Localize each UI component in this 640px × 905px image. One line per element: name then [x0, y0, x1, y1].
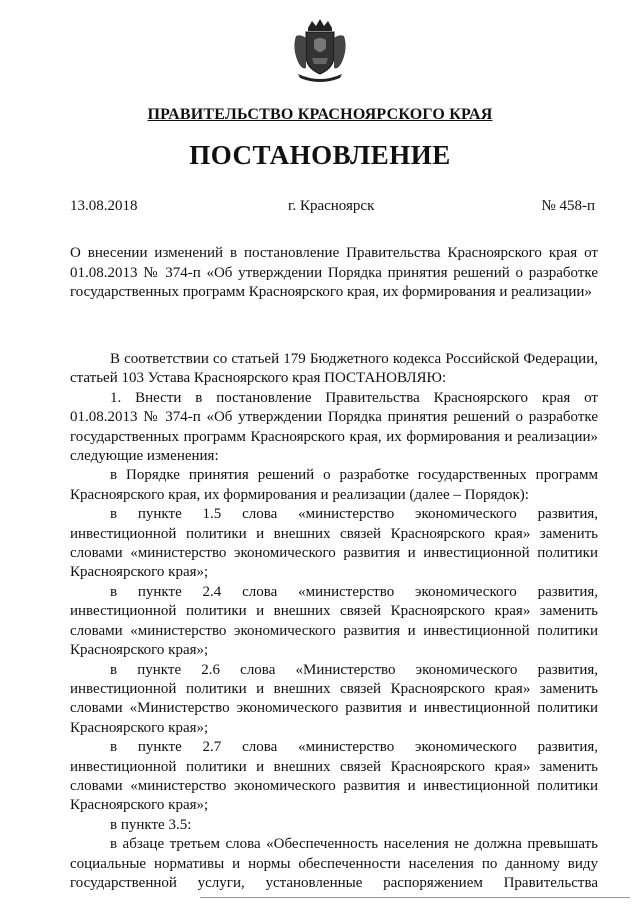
document-body	[70, 350, 598, 893]
document-type-heading: ПОСТАНОВЛЕНИЕ	[189, 140, 451, 170]
body-paragraph: в пункте 2.7 слова «министерство экономического развития, инвестиционной политики и внешних связей Красноярского края» заменить словами «министерство экономического развития и инвестиционной политики Красноярского края»;	[70, 739, 598, 814]
body-paragraph: в пункте 3.5:	[110, 816, 192, 833]
document-city: г. Красноярск	[288, 198, 375, 214]
body-paragraph: 1. Внести в постановление Правительства Красноярского края от 01.08.2013 № 374-п «Об утверждении Порядка принятия решений о разработке государственных программ Красноярского края, их формирования и реализации» следующие изменения:	[70, 389, 598, 465]
body-paragraph: в Порядке принятия решений о разработке государственных программ Красноярского края, их формирования и реализации (далее – Порядок):	[70, 467, 598, 503]
document-subject: О внесении изменений в постановление Правительства Красноярского края от 01.08.2013 № 374-п «Об утверждении Порядка принятия решений о разработке государственных программ Красноярского края, их формирования и реализации»	[70, 245, 598, 300]
document-meta-row	[70, 198, 595, 218]
document-date: 13.08.2018	[70, 198, 138, 214]
coat-of-arms-icon	[290, 18, 350, 84]
body-paragraph: в пункте 2.6 слова «Министерство экономического развития, инвестиционной политики и внешних связей Красноярского края» заменить словами «Министерство экономического развития и инвестиционной политики Красноярского края»;	[70, 661, 598, 736]
body-paragraph: В соответствии со статьей 179 Бюджетного кодекса Российской Федерации, статьей 103 Устава Красноярского края ПОСТАНОВЛЯЮ:	[70, 351, 598, 387]
document-number: № 458-п	[541, 198, 595, 214]
body-paragraph: в абзаце третьем слова «Обеспеченность населения не должна превышать социальные нормативы и нормы обеспеченности населения по данному виду государственной услуги, установленные распоряжением Правительства	[70, 836, 598, 891]
body-paragraph: в пункте 1.5 слова «министерство экономического развития, инвестиционной политики и внешних связей Красноярского края» заменить словами «министерство экономического развития и инвестиционной политики Красноярского края»;	[70, 506, 598, 581]
scan-edge-line	[200, 897, 630, 898]
government-title: ПРАВИТЕЛЬСТВО КРАСНОЯРСКОГО КРАЯ	[147, 106, 493, 123]
body-paragraph: в пункте 2.4 слова «министерство экономического развития, инвестиционной политики и внешних связей Красноярского края» заменить словами «министерство экономического развития и инвестиционной политики Красноярского края»;	[70, 583, 598, 659]
